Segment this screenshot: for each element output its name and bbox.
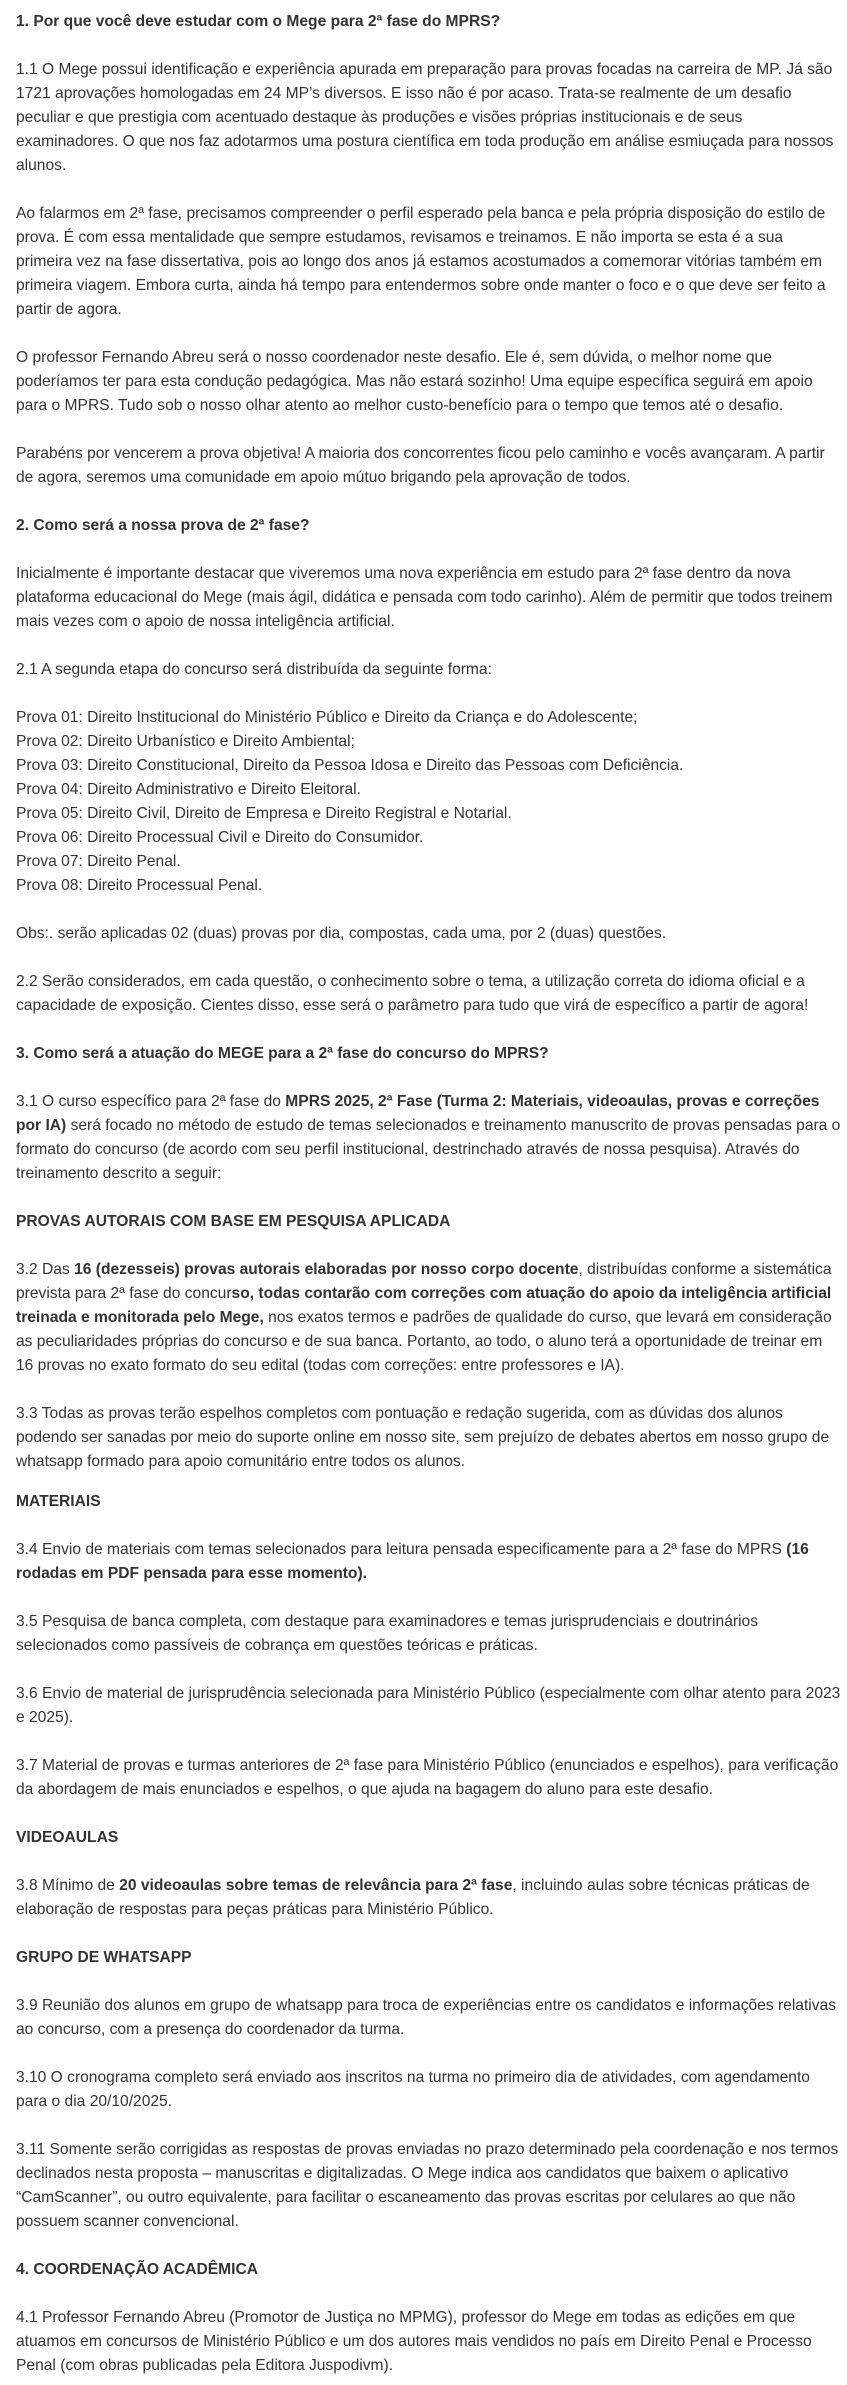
paragraph-1-3: O professor Fernando Abreu será o nosso coordenador neste desafio. Ele é, sem dúvida, o melhor nome que poderíamos ter para esta condução pedagógica. Mas não estará sozinho! Uma equipe específica seguirá em apoio para o MPRS. Tudo sob o nosso olhar atento ao melhor custo-benefício para o tempo que temos até o desafio. xyxy=(16,349,813,414)
paragraph-3-6: 3.6 Envio de material de jurisprudência selecionada para Ministério Público (especialmente com olhar atento para 2023 e 2025). xyxy=(16,1685,841,1726)
paragraph-3-5: 3.5 Pesquisa de banca completa, com destaque para examinadores e temas jurisprudenciais e doutrinários selecionados como passíveis de cobrança em questões teóricas e práticas. xyxy=(16,1613,758,1654)
exam-item: Prova 01: Direito Institucional do Ministério Público e Direito da Criança e do Adolescente; xyxy=(16,709,638,726)
exam-item: Prova 05: Direito Civil, Direito de Empresa e Direito Registral e Notarial. xyxy=(16,805,512,822)
paragraph-2-1: 2.1 A segunda etapa do concurso será distribuída da seguinte forma: xyxy=(16,661,492,678)
exam-item: Prova 06: Direito Processual Civil e Direito do Consumidor. xyxy=(16,829,424,846)
section-3-title: 3. Como será a atuação do MEGE para a 2ª fase do concurso do MPRS? xyxy=(16,1045,549,1062)
exam-item: Prova 04: Direito Administrativo e Direito Eleitoral. xyxy=(16,781,361,798)
exam-item: Prova 02: Direito Urbanístico e Direito Ambiental; xyxy=(16,733,355,750)
section-4-title: 4. COORDENAÇÃO ACADÊMICA xyxy=(16,2261,258,2278)
paragraph-3-10: 3.10 O cronograma completo será enviado aos inscritos na turma no primeiro dia de atividades, com agendamento para o dia 20/10/2025. xyxy=(16,2069,810,2110)
paragraph-3-8: 3.8 Mínimo de 20 videoaulas sobre temas de relevância para 2ª fase, incluindo aulas sobre técnicas práticas de elaboração de respostas para peças práticas para Ministério Público. xyxy=(16,1877,810,1918)
section-1-title: 1. Por que você deve estudar com o Mege para 2ª fase do MPRS? xyxy=(16,13,501,30)
course-name: MPRS 2025, 2ª Fase (Turma 2: Materiais, videoaulas, provas e correções por IA) xyxy=(16,1093,820,1134)
paragraph-3-11: 3.11 Somente serão corrigidas as respostas de provas enviadas no prazo determinado pela coordenação e nos termos declinados nesta proposta – manuscritas e digitalizadas. O Mege indica aos candidatos que baixem o aplicativo “CamScanner”, ou outro equivalente, para facilitar o escaneamento das provas escritas por celulares ao que não possuem scanner convencional. xyxy=(16,2141,839,2230)
paragraph-3-9: 3.9 Reunião dos alunos em grupo de whatsapp para troca de experiências entre os candidatos e informações relativas ao concurso, com a presença do coordenador da turma. xyxy=(16,1997,837,2038)
paragraph-3-7: 3.7 Material de provas e turmas anteriores de 2ª fase para Ministério Público (enunciados e espelhos), para verificação da abordagem de mais enunciados e espelhos, o que ajuda na bagagem do aluno para este desafio. xyxy=(16,1757,839,1798)
paragraph-3-3: 3.3 Todas as provas terão espelhos completos com pontuação e redação sugerida, com as dúvidas dos alunos podendo ser sanadas por meio do suporte online em nosso site, sem prejuízo de debates abertos em nosso grupo de whatsapp formado para apoio comunitário entre todos os alunos. xyxy=(16,1405,830,1470)
exam-list xyxy=(16,706,843,898)
paragraph-3-2: 3.2 Das 16 (dezesseis) provas autorais elaboradas por nosso corpo docente, distribuídas conforme a sistemática prevista para 2ª fase do concurso, todas contarão com correções com atuação do apoio da inteligência artificial treinada e monitorada pelo Mege, nos exatos termos e padrões de qualidade do curso, que levará em consideração as peculiaridades próprias do concurso e de sua banca. Portanto, ao todo, o aluno terá a oportunidade de treinar em 16 provas no exato formato do seu edital (todas com correções: entre professores e IA). xyxy=(16,1261,832,1374)
paragraph-3-4: 3.4 Envio de materiais com temas selecionados para leitura pensada especificamente para a 2ª fase do MPRS (16 rodadas em PDF pensada para esse momento). xyxy=(16,1541,809,1582)
paragraph-2-intro: Inicialmente é importante destacar que viveremos uma nova experiência em estudo para 2ª fase dentro da nova plataforma educacional do Mege (mais ágil, didática e pensada com todo carinho). Além de permitir que todos treinem mais vezes com o apoio de nossa inteligência artificial. xyxy=(16,565,833,630)
section-2-title: 2. Como será a nossa prova de 2ª fase? xyxy=(16,517,310,534)
paragraph-1-2: Ao falarmos em 2ª fase, precisamos compreender o perfil esperado pela banca e pela própria disposição do estilo de prova. É com essa mentalidade que sempre estudamos, revisamos e treinamos. E não importa se esta é a sua primeira vez na fase dissertativa, pois ao longo dos anos já estamos acostumados a comemorar vitórias também em primeira viagem. Embora curta, ainda há tempo para entendermos sobre onde manter o foco e o que deve ser feito a partir de agora. xyxy=(16,205,826,318)
paragraph-4-1: 4.1 Professor Fernando Abreu (Promotor de Justiça no MPMG), professor do Mege em todas as edições em que atuamos em concursos de Ministério Público e um dos autores mais vendidos no país em Direito Penal e Processo Penal (com obras publicadas pela Editora Juspodivm). xyxy=(16,2309,812,2374)
subheading-whatsapp: GRUPO DE WHATSAPP xyxy=(16,1949,192,1966)
subheading-provas: PROVAS AUTORAIS COM BASE EM PESQUISA APLICADA xyxy=(16,1213,451,1230)
exam-item: Prova 08: Direito Processual Penal. xyxy=(16,877,263,894)
exam-item: Prova 07: Direito Penal. xyxy=(16,853,181,870)
exam-item: Prova 03: Direito Constitucional, Direito da Pessoa Idosa e Direito das Pessoas com Deficiência. xyxy=(16,757,684,774)
paragraph-2-2: 2.2 Serão considerados, em cada questão, o conhecimento sobre o tema, a utilização correta do idioma oficial e a capacidade de exposição. Cientes disso, esse será o parâmetro para tudo que virá de específico a partir de agora! xyxy=(16,973,809,1014)
exam-observation: Obs:. serão aplicadas 02 (duas) provas por dia, compostas, cada uma, por 2 (duas) questões. xyxy=(16,925,667,942)
paragraph-3-1: 3.1 O curso específico para 2ª fase do MPRS 2025, 2ª Fase (Turma 2: Materiais, videoaulas, provas e correções por IA) será focado no método de estudo de temas selecionados e treinamento manuscrito de provas pensadas para o formato do concurso (de acordo com seu perfil institucional, destrinchado através de nossa pesquisa). Através do treinamento descrito a seguir: xyxy=(16,1093,841,1182)
subheading-videoaulas: VIDEOAULAS xyxy=(16,1829,119,1846)
paragraph-1-4: Parabéns por vencerem a prova objetiva! A maioria dos concorrentes ficou pelo caminho e vocês avançaram. A partir de agora, seremos uma comunidade em apoio mútuo brigando pela aprovação de todos. xyxy=(16,445,825,486)
paragraph-1-1: 1.1 O Mege possui identificação e experiência apurada em preparação para provas focadas na carreira de MP. Já são 1721 aprovações homologadas em 24 MP’s diversos. E isso não é por acaso. Trata-se realmente de um desafio peculiar e que prestigia com acentuado destaque às produções e visões próprias institucionais e de seus examinadores. O que nos faz adotarmos uma postura científica em toda produção em análise esmiuçada para nossos alunos. xyxy=(16,61,834,174)
subheading-materiais: MATERIAIS xyxy=(16,1493,101,1510)
